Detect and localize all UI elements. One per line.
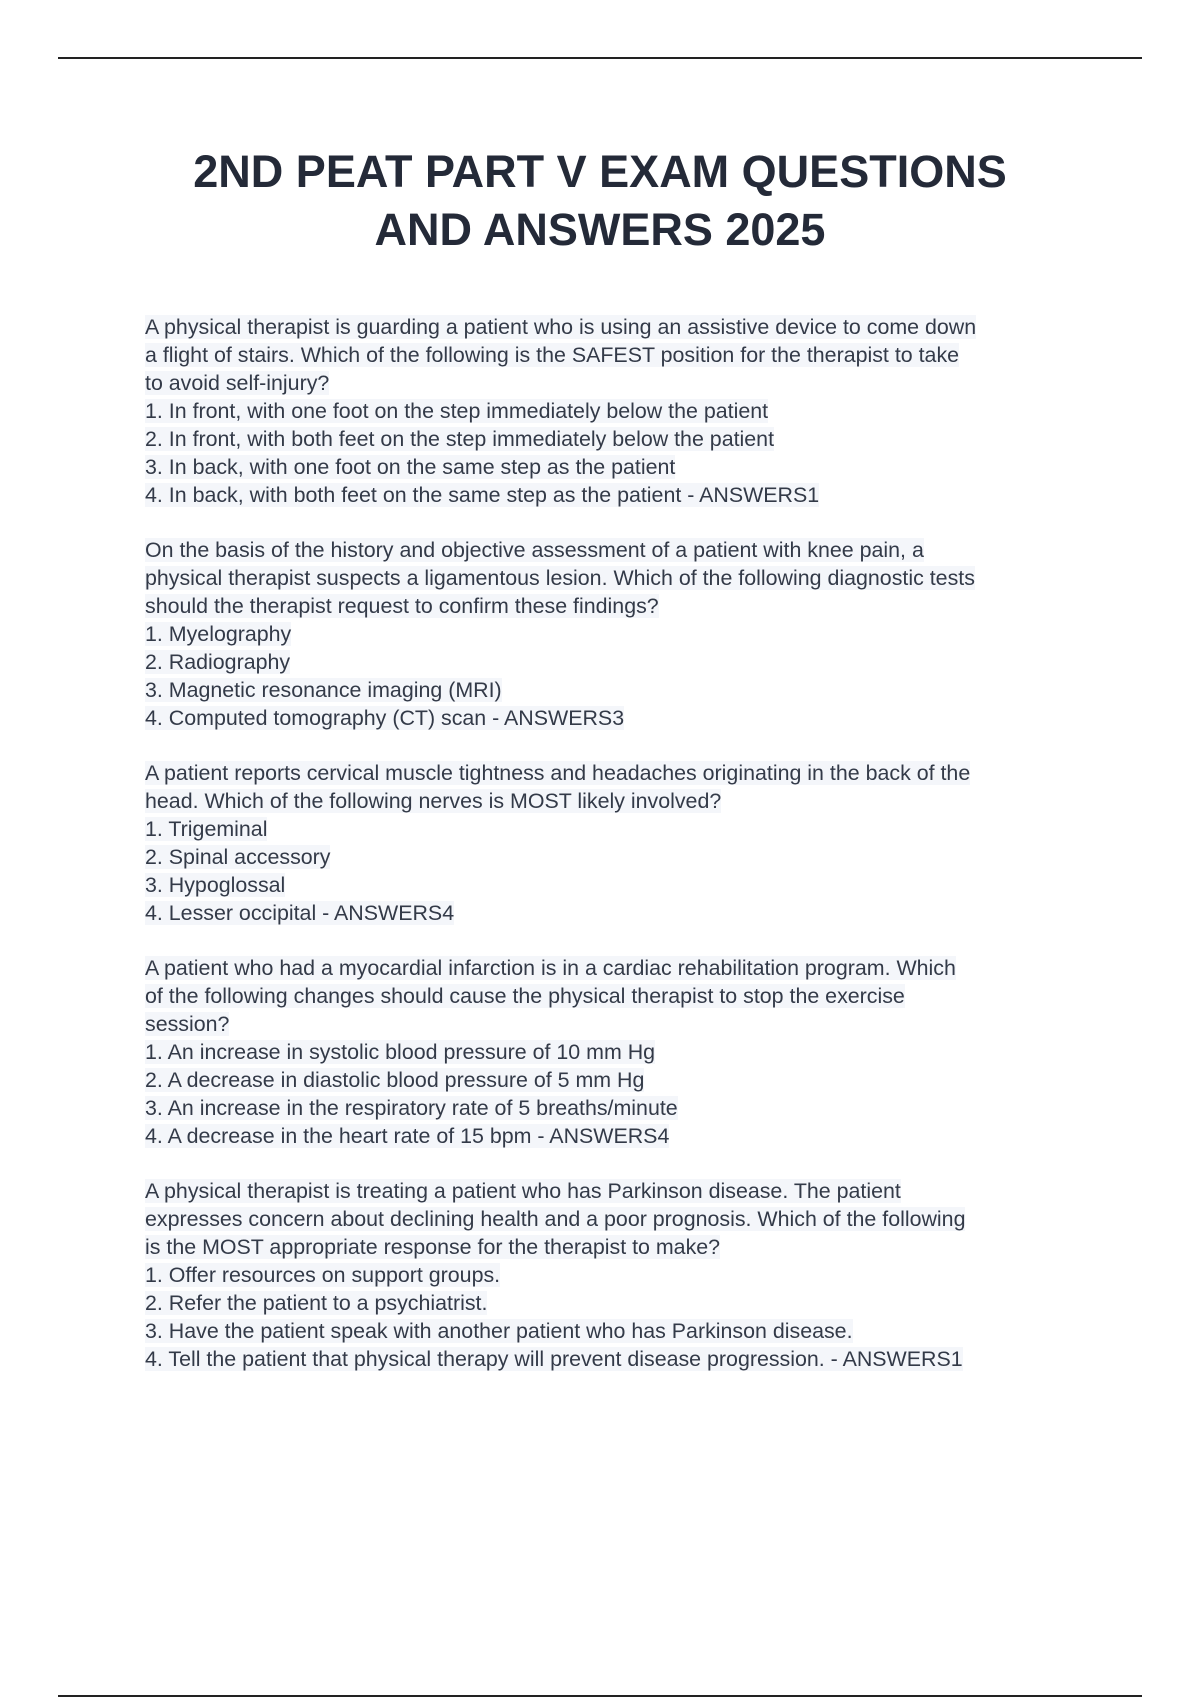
question-line: [145, 1122, 1095, 1150]
question-line-text: 3. In back, with one foot on the same step as the patient: [145, 455, 676, 479]
question-line: [145, 648, 1095, 676]
question-line-text: 3. An increase in the respiratory rate of 5 breaths/minute: [145, 1096, 678, 1120]
question-line: [145, 982, 1095, 1010]
question-line-text: expresses concern about declining health and a poor prognosis. Which of the following: [145, 1207, 966, 1231]
question-line-text: A physical therapist is treating a patient who has Parkinson disease. The patient: [145, 1179, 901, 1203]
question-line-text: 1. Offer resources on support groups.: [145, 1263, 501, 1287]
question-line: [145, 1289, 1095, 1317]
question-line: [145, 620, 1095, 648]
question-line: [145, 1066, 1095, 1094]
question-line: [145, 787, 1095, 815]
question-line-text: A patient who had a myocardial infarction is in a cardiac rehabilitation program. Which: [145, 956, 956, 980]
question-line: [145, 704, 1095, 732]
title-line-2: AND ANSWERS 2025: [374, 204, 826, 255]
question-line-text: 1. Trigeminal: [145, 817, 268, 841]
question-line: [145, 954, 1095, 982]
question-line-text: 2. A decrease in diastolic blood pressure of 5 mm Hg: [145, 1068, 645, 1092]
question-line: [145, 1010, 1095, 1038]
question-list: [145, 313, 1095, 1400]
question-line: [145, 341, 1095, 369]
question-line: [145, 397, 1095, 425]
question-line: [145, 871, 1095, 899]
question-line: [145, 1317, 1095, 1345]
question-line: [145, 481, 1095, 509]
question-line-text: 3. Hypoglossal: [145, 873, 286, 897]
question-line: [145, 1205, 1095, 1233]
question-line: [145, 1094, 1095, 1122]
question-line-text: of the following changes should cause the physical therapist to stop the exercise: [145, 984, 905, 1008]
question-line: [145, 453, 1095, 481]
question-line: [145, 815, 1095, 843]
question-line: [145, 564, 1095, 592]
question-line-text: A physical therapist is guarding a patient who is using an assistive device to come down: [145, 315, 977, 339]
question-line-text: a flight of stairs. Which of the following is the SAFEST position for the therapist to take: [145, 343, 960, 367]
document-title: [100, 143, 1100, 259]
question-line: [145, 676, 1095, 704]
question-block: [145, 954, 1095, 1150]
question-line-text: should the therapist request to confirm these findings?: [145, 594, 659, 618]
question-line: [145, 313, 1095, 341]
question-line-text: On the basis of the history and objective assessment of a patient with knee pain, a: [145, 538, 924, 562]
question-line-text: 4. Tell the patient that physical therapy will prevent disease progression. - ANSWERS1: [145, 1347, 963, 1371]
question-line-text: 3. Have the patient speak with another patient who has Parkinson disease.: [145, 1319, 853, 1343]
question-line-text: 1. In front, with one foot on the step immediately below the patient: [145, 399, 769, 423]
question-line-text: physical therapist suspects a ligamentous lesion. Which of the following diagnostic tests: [145, 566, 975, 590]
question-line-text: 2. Spinal accessory: [145, 845, 331, 869]
question-line: [145, 536, 1095, 564]
question-line: [145, 1261, 1095, 1289]
question-line-text: 4. A decrease in the heart rate of 15 bpm - ANSWERS4: [145, 1124, 670, 1148]
question-block: [145, 1177, 1095, 1373]
question-line: [145, 843, 1095, 871]
question-line-text: to avoid self-injury?: [145, 371, 330, 395]
bottom-divider: [58, 1695, 1142, 1697]
question-line: [145, 1038, 1095, 1066]
top-divider: [58, 57, 1142, 59]
question-line-text: 2. In front, with both feet on the step immediately below the patient: [145, 427, 775, 451]
question-line: [145, 1177, 1095, 1205]
question-block: [145, 759, 1095, 927]
question-line: [145, 592, 1095, 620]
question-line-text: 3. Magnetic resonance imaging (MRI): [145, 678, 502, 702]
question-line: [145, 899, 1095, 927]
question-line: [145, 369, 1095, 397]
title-line-1: 2ND PEAT PART V EXAM QUESTIONS: [193, 146, 1007, 197]
question-line: [145, 1233, 1095, 1261]
question-line-text: 4. Lesser occipital - ANSWERS4: [145, 901, 455, 925]
question-line-text: is the MOST appropriate response for the therapist to make?: [145, 1235, 721, 1259]
question-line-text: 4. In back, with both feet on the same step as the patient - ANSWERS1: [145, 483, 820, 507]
question-block: [145, 536, 1095, 732]
question-line-text: 1. An increase in systolic blood pressure of 10 mm Hg: [145, 1040, 656, 1064]
question-line: [145, 1345, 1095, 1373]
question-block: [145, 313, 1095, 509]
question-line-text: 2. Radiography: [145, 650, 291, 674]
question-line-text: 2. Refer the patient to a psychiatrist.: [145, 1291, 488, 1315]
question-line-text: 1. Myelography: [145, 622, 292, 646]
question-line-text: session?: [145, 1012, 230, 1036]
question-line: [145, 425, 1095, 453]
question-line: [145, 759, 1095, 787]
question-line-text: A patient reports cervical muscle tightness and headaches originating in the back of the: [145, 761, 971, 785]
question-line-text: 4. Computed tomography (CT) scan - ANSWERS3: [145, 706, 625, 730]
question-line-text: head. Which of the following nerves is MOST likely involved?: [145, 789, 722, 813]
